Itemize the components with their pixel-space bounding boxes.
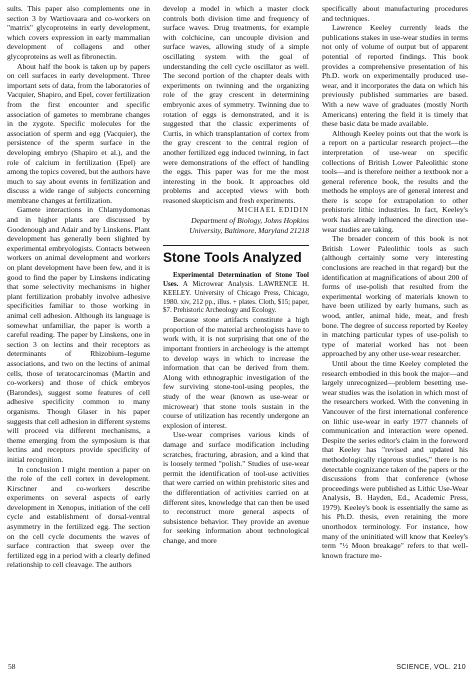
column-1 <box>7 4 150 570</box>
review-2-opening <box>163 315 309 545</box>
column-3-paragraph: Although Keeley points out that the work is a report on a particular research project—the interpretation of use-wear on specific collections of British Lower Paleolithic stone tools—and is therefore neither a textbook nor a general reference book, the results and the methods he employs are of general interest and there is scope for extrapolation to other prehistoric lithic industries. In fact, Keeley's work has already influenced the direction use-wear studies are taking. <box>322 128 468 234</box>
review-1-affiliation-line-1: Department of Biology, Johns Hopkins <box>191 216 309 226</box>
review-1-conclusion <box>163 4 309 205</box>
column-1-paragraph: About half the book is taken up by papers on cell surfaces in early development. Three important sets of data, from the laboratories of Vacquier, Shapiro, and Epel, cover fertilization from the first encounter and specific association of gametes to membrane changes in the zygote. Specific molecules for the association of sperm and egg (Vacquier), the persistence of the sperm surface in the developing embryo (Shapiro et al.), and the role of calcium in fertilization (Epel) are among the topics covered, but the authors have much to say about events in fertilization and discuss a wide range of subjects concerning membrane changes at fertilization. <box>7 61 150 205</box>
journal-footer: SCIENCE, VOL. 210 <box>396 664 466 671</box>
review-1-paragraph: develop a model in which a master clock controls both division time and frequency of surface waves. Drug treatments, for example with colchicine, can uncouple division and surface waves, allowing study of a simple oscillating system with the goal of understanding the cell cycle oscillator as well. The second portion of the chapter deals with experiments on twinning and the organizing role of the gray crescent in determining embryonic axes of symmetry. Twinning due to rotation of eggs is demonstrated, and it is suggested that the classic experiments of Curtis, in which transplantation of cortex from the gray crescent to the central region of another fertilized egg induced twinning, in fact were demonstrations of the effect of handling the eggs. This paper was for me the most interesting in the book. It approaches old problems and accepted views with both reasoned skepticism and fresh experiments. <box>163 4 309 205</box>
column-3 <box>322 4 468 560</box>
column-1-paragraph: sults. This paper also complements one in section 3 by Wartiovaara and co-workers on "matrix" glycoproteins in early development, which covers expression in early mammalian development of collagens and other glycoproteins as well as fibronectin. <box>7 4 150 61</box>
section-heading: Stone Tools Analyzed <box>163 250 302 266</box>
column-3-paragraph: The broader concern of this book is not British Lower Paleolithic tools as such (although certainly some very interesting conclusions are reached in that regard) but the identification at magnifications of about 200 of forms of use-polish that resulted from the experimental working of materials known to have been utilized by early humans, such as wood, antler, animal hide, meat, and fresh bone. The degree of success reported by Keeley in matching particular types of use-polish to type of material worked has not been approached by any other use-wear researcher. <box>322 234 468 359</box>
column-2 <box>163 4 309 545</box>
column-1-paragraph: In conclusion I might mention a paper on the role of the cell cortex in development. Kirschner and co-workers describe experiments on several aspects of early development in Xenopus, initiation of the cell cycle and establishment of dorsal-ventral asymmetry in the fertilized egg. The section on the cell cycle documents the waves of surface contraction that sweep over the fertilized egg in a period with a clearly defined relationship to cell cleavage. The authors <box>7 464 150 570</box>
column-3-paragraph: Lawrence Keeley currently leads the publications stakes in use-wear studies in terms not only of volume of output but of apparent potential of reported findings. This book provides a comprehensive presentation of his Ph.D. work on experimentally produced use-wear, and it incorporates the data on which his previously published summaries are based. With a new wave of graduates (mostly North Americans) entering the field it is timely that these basic data be made available. <box>322 23 468 129</box>
column-3-paragraph: Until about the time Keeley completed the research embodied in this book the major—and largely unrecognized—problem besetting use-wear studies was the isolation in which most of the researchers worked. With the convening in Vancouver of the first international conference on lithic use-wear in early 1977 channels of communication and interaction were opened. Despite the series editor's claim in the foreword that Keeley has "revised and updated his methodologically rigorous studies," there is no detectable cognizance taken of the papers or the discussions from that conference (whose proceedings were published as Lithic Use-Wear Analysis, B. Hayden, Ed., Academic Press, 1979). Keeley's book is essentially the same as his Ph.D. thesis, even retaining the more unorthodox terminology. For instance, how many of the uninitiated will know that Keeley's term "½ Moon breakage" refers to that well-known fracture me- <box>322 358 468 560</box>
section-divider <box>163 245 309 246</box>
review-1-author <box>163 205 309 216</box>
book-details: A Microwear Analysis. LAWRENCE H. KEELEY. University of Chicago Press, Chicago, 1980. xiv, 212 pp., illus. + plates. Cloth, $15; paper, $7. Prehistoric Archeology and Ecology. <box>163 280 309 315</box>
book-citation <box>163 271 309 315</box>
review-2-paragraph: Because stone artifacts constitute a high proportion of the material archeologists have to work with, it is not surprising that one of the important frontiers in archeology is the attempt to develop ways in which to increase the information that can be derived from them. Along with ethnographic investigation of the few surviving stone-tool-using peoples, the study of the wear (known as use-wear or microwear) that stone tools sustain in the course of utilization has recently undergone an explosion of interest. <box>163 315 309 430</box>
page-number: 58 <box>8 662 16 671</box>
reviewer-name: MICHAEL EDIDIN <box>237 206 309 215</box>
review-2-paragraph: Use-wear comprises various kinds of damage and surface modification including scratches, fracturing, abrasion, and a kind that is loosely termed "polish." Studies of use-wear permit the identification of tool-use activities that were carried on within prehistoric sites and the differentiation of activities carried on at different sites, knowledge that can then be used to reconstruct more general aspects of subsistence behavior. They provide an avenue for seeking information about technological change, and more <box>163 430 309 545</box>
column-1-paragraph: Gamete interactions in Chlamydomonas and in higher plants are discussed by Goodenough and Adair and by Linskens. Plant development has generally been slighted by experimental embryologists. Contacts between workers on animal development and workers on plant development have been few, and it is good to find the paper by Linskens indicating that some selectivity mechanisms in higher plant fertilization probably involve adhesive specificities familiar to those working in animal cell adhesion. Although its language is somewhat unfamiliar, the paper is worth a careful reading. The paper by Linskens, one in section 3 on lectins and their receptors as determinants of Rhizobium–legume associations, and two on the lectins of animal cells, those of teratocarcinomas (Martin and co-workers) and those of chick embryos (Barondes), suggest some features of cell adhesive specificity common to many organisms. Though Glaser in his paper suggests that cell adhesion in different systems will proceed via different mechanisms, a theme emerging from the symposium is that lectins and receptors provide specificity of initial recognition. <box>7 205 150 464</box>
book-title: Experimental Determination of Stone Tool Uses. <box>163 271 309 289</box>
review-1-affiliation-line-2: University, Baltimore, Maryland 21218 <box>189 225 309 235</box>
column-3-paragraph: specifically about manufacturing procedures and techniques. <box>322 4 468 23</box>
